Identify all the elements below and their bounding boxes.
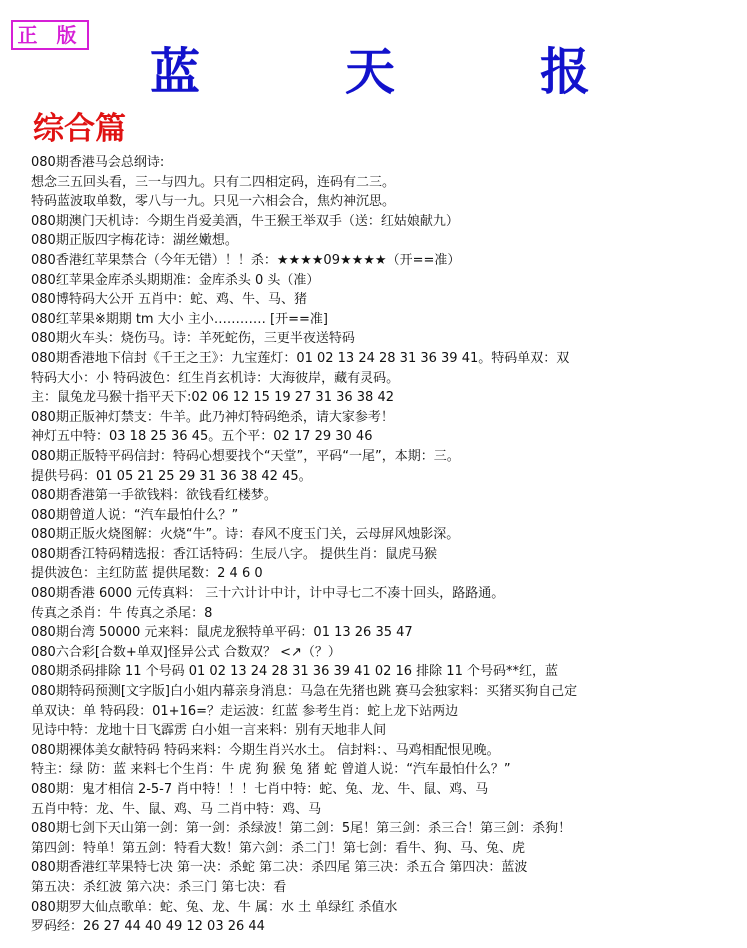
text-line: 神灯五中特：03 18 25 36 45。五个平：02 17 29 30 46	[31, 429, 373, 445]
text-line: 080期正版特平码信封：特码心想要找个“天堂”，平码“一尾”，本期：三。	[31, 448, 460, 464]
text-line: 五肖中特：龙、牛、鼠、鸡、马 二肖中特：鸡、马	[31, 801, 322, 817]
text-line: 080期七剑下天山第一剑：第一剑：杀绿波！第二剑：5尾！第三剑：杀三合！第三剑：杀狗！	[31, 821, 572, 837]
text-line: 罗码经：26 27 44 40 49 12 03 26 44	[31, 919, 265, 935]
text-line: 080红苹果金库杀头期期准：金库杀头 0 头（准）	[31, 272, 320, 288]
text-line: 主：鼠兔龙马猴十指平天下:02 06 12 15 19 27 31 36 38 42	[31, 390, 394, 406]
text-line: 想念三五回头看，三一与四九。只有二四相定码，连码有二三。	[31, 174, 396, 190]
title-char-2: 天	[345, 42, 395, 101]
article-body	[31, 153, 737, 937]
text-line: 传真之杀肖：牛 传真之杀尾：8	[31, 605, 213, 621]
section-heading: 综合篇	[33, 111, 126, 147]
text-line: 080期香江特码精选报：香江话特码：生辰八字。 提供生肖：鼠虎马猴	[31, 546, 437, 562]
text-line: 080期正版神灯禁支：牛羊。此乃神灯特码绝杀，请大家参考！	[31, 409, 394, 425]
text-line: 080期杀码排除 11 个号码 01 02 13 24 28 31 36 39 41 02 16 排除 11 个号码**红，蓝	[31, 664, 558, 680]
text-line: 080期香港地下信封《千王之王》：九宝莲灯：01 02 13 24 28 31 36 39 41。特码单双：双	[31, 350, 570, 366]
text-line: 080期：鬼才相信 2-5-7 肖中特！！！七肖中特：蛇、兔、龙、牛、鼠、鸡、马	[31, 782, 489, 797]
title-char-1: 蓝	[150, 42, 200, 101]
text-line: 080期罗大仙点歌单：蛇、兔、龙、牛 属：水 土 单绿红 杀值水	[31, 899, 398, 915]
text-line: 080期裸体美女献特码 特码来料：今期生肖兴水土。 信封料：、马鸡相配恨见晚。	[31, 742, 500, 758]
authentic-badge: 正 版	[11, 20, 89, 50]
text-line: 080期香港 6000 元传真料： 三十六计计中计，计中寻七二不凑十回头，路路通。	[31, 586, 505, 602]
text-line: 单双诀：单 特码段：01+16=？走运波：红蓝 参考生肖：蛇上龙下站两边	[31, 703, 459, 719]
text-line: 080博特码大公开 五肖中：蛇、鸡、牛、马、猪	[31, 292, 307, 308]
text-line: 080期特码预测[文字版]白小姐内幕亲身消息：马急在先猪也跳 赛马会独家料：买猪买狗自己定	[31, 684, 578, 700]
text-line: 080六合彩[合数+单双]怪异公式 合数双？ <↗（？）	[31, 644, 341, 660]
text-line: 080期台湾 50000 元来料：鼠虎龙猴特单平码：01 13 26 35 47	[31, 625, 413, 641]
text-line: 080期香港马会总纲诗:	[31, 155, 165, 170]
text-line: 080期正版火烧图解：火烧“牛”。诗：春风不度玉门关，云母屏风烛影深。	[31, 527, 460, 543]
text-line: 第五决：杀红波 第六决：杀三门 第七决：看	[31, 879, 287, 895]
text-line: 特码大小：小 特码波色：红生肖玄机诗：大海彼岸，藏有灵码。	[31, 370, 400, 386]
text-line: 特主：绿 防：蓝 来料七个生肖：牛 虎 狗 猴 兔 猪 蛇 曾道人说：“汽车最怕什么？”	[31, 762, 511, 778]
text-line: 080香港红苹果禁合（今年无错）！！杀：★★★★09★★★★（开==准）	[31, 252, 461, 268]
text-line: 特码蓝波取单数，零八与一九。只见一六相会合，焦灼神沉思。	[31, 194, 396, 210]
text-line: 提供号码：01 05 21 25 29 31 36 38 42 45。	[31, 468, 312, 484]
text-line: 080期澳门天机诗：今期生肖爱美酒，牛王猴王举双手（送：红姑娘献九）	[31, 213, 459, 229]
text-line: 080红苹果※期期 tm 大小 主小………… [开==准]	[31, 311, 328, 327]
text-line: 080期正版四字梅花诗：湖丝嫩想。	[31, 233, 238, 249]
title-char-3: 报	[540, 42, 590, 101]
text-line: 080期火车头：烧伤马。诗：羊死蛇伤，三更半夜送特码	[31, 331, 355, 347]
text-line: 提供波色：主红防蓝 提供尾数：2 4 6 0	[31, 566, 263, 582]
text-line: 080期香港第一手欲钱料：欲钱看红楼梦。	[31, 488, 277, 504]
text-line: 080期香港红苹果特七决 第一决：杀蛇 第二决：杀四尾 第三决：杀五合 第四决：蓝波	[31, 860, 528, 876]
text-line: 第四剑：特单！第五剑：特看大数！第六剑：杀二门！第七剑：看牛、狗、马、兔、虎	[31, 840, 526, 856]
newspaper-title	[150, 38, 590, 101]
text-line: 080期曾道人说：“汽车最怕什么？”	[31, 507, 239, 523]
text-line: 见诗中特：龙地十日飞霹雳 白小姐一言来料：别有天地非人间	[31, 723, 387, 739]
